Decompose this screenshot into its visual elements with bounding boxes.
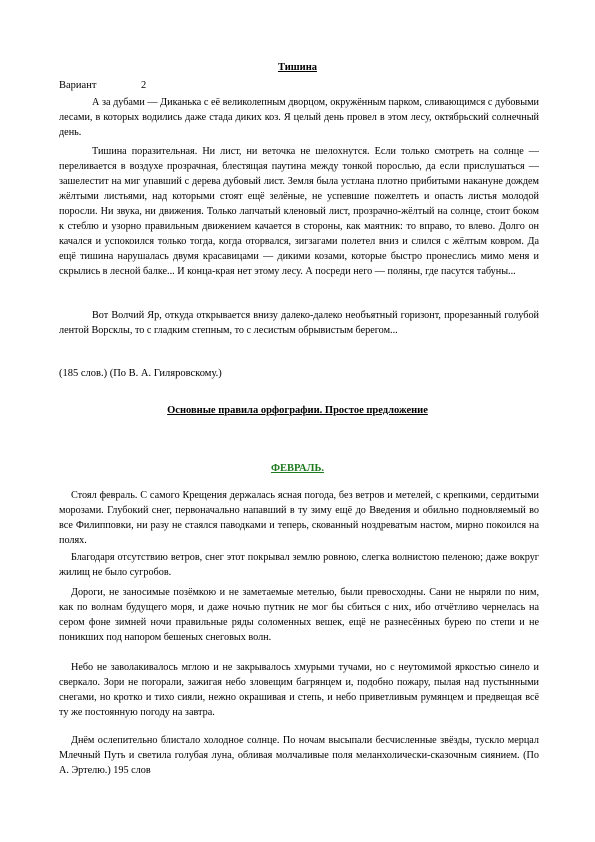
story-paragraph-5: Днём ослепительно блистало холодное солнце. По ночам высыпали бесчисленные звёзды, тускло мерцал Млечный Путь и светила голубая луна, обливая молчаливые поля меланхолически-сказочным сиянием. (По А. Эртелю.) 195 слов (59, 735, 539, 776)
story-paragraph-4: Небо не заволакивалось мглою и не закрывалось хмурыми тучами, но с неутомимой яркостью синело и сверкало. Зори не погорали, зажигая небо зловещим багрянцем и, подобно пожару, пылая над пустынными снегами, но кротко и тихо сияли, нежно окрашивая и степь, и небо приветливым румянцем и предвещая всё ту же постоянную погоду на завтра. (59, 662, 539, 718)
variant-label: Вариант (59, 80, 97, 91)
text-title: Тишина (277, 62, 317, 73)
text1-paragraph-1: А за дубами — Диканька с её великолепным дворцом, окружённым парком, сливающимся с дубовыми лесами, в которых водились даже стада диких коз. Я целый день провел в этом лесу, октябрьский солнечный день. (59, 97, 539, 138)
story-paragraph-2: Благодаря отсутствию ветров, снег этот покрывал землю ровною, слегка волнистою пеленою; даже вокруг жилищ не было сугробов. (59, 552, 539, 578)
section-title: Основные правила орфографии. Простое предложение (167, 405, 428, 416)
text1-paragraph-3: Вот Волчий Яр, откуда открывается внизу далеко-далеко необъятный горизонт, прорезанный голубой лентой Ворсклы, то с гладким степным, то с лесистым обрывистым берегом... (59, 310, 539, 336)
story-paragraph-1: Стоял февраль. С самого Крещения держалась ясная погода, без ветров и метелей, с крепкими, сердитыми морозами. Глубокий снег, первоначально напавший в ту зиму ещё до Введения и обильно подновляемый во все Филипповки, ни разу не стаялся паводками и теперь, скованный ноздреватым настом, мирно покоился на полях. (59, 490, 539, 546)
text1-paragraph-2: Тишина поразительная. Ни лист, ни веточка не шелохнутся. Если только смотреть на солнце — переливается в воздухе прозрачная, блестящая паутина между тонкой порослью, да если прислушаться — зашелестит на миг упавший с дерева дубовый лист. Земля была устлана плотно прибитыми накануне дождем жёлтыми листьями, над которыми стоят ещё зелёные, не успевшие пожелтеть и опасть листья молодой поросли. Ни звука, ни движения. Только лапчатый кленовый лист, прозрачно-жёлтый на солнце, стоит боком к стеблю и узорно правильным движением качается в стороны, как маятник: то вправо, то влево. Долго он качался и успокоился только тогда, когда оторвался, зигзагами полетел вниз и слился с жёлтым ковром. Да ещё тишина нарушалась двумя красавицами — дикими козами, которые быстро пронеслись мимо меня и скрылись в лесной балке... И конца-края нет этому лесу. А посреди него — поляны, где пасутся табуны... (59, 146, 539, 277)
variant-line (59, 80, 146, 91)
story-title: ФЕВРАЛЬ. (270, 463, 325, 474)
text1-source: (185 слов.) (По В. А. Гиляровскому.) (59, 368, 222, 379)
story-paragraph-3: Дороги, не заносимые позёмкою и не заметаемые метелью, были превосходны. Сани не ныряли по ним, как по волнам будущего моря, и даже ночью путник не мог бы сбиться с них, ибо отчётливо чернелась на сером фоне зимней ночи правильные ряды соломенных вешек, ещё не разнесённых бурею по степи и не поникших под напором бешеных снеговых волн. (59, 587, 539, 643)
variant-number: 2 (141, 80, 147, 91)
